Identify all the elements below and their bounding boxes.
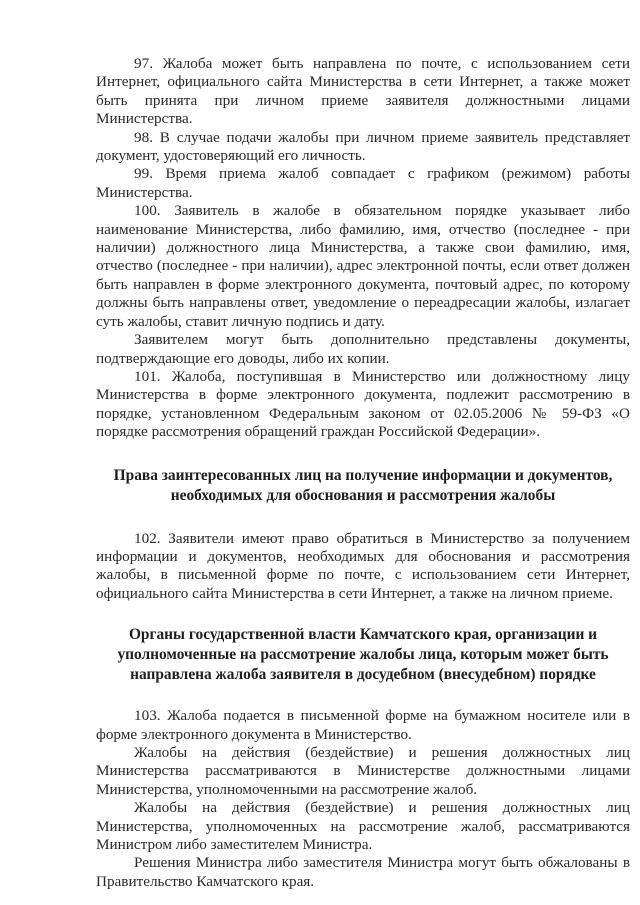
paragraph-101: 101. Жалоба, поступившая в Министерство или должностному лицу Министерства в форме электронного документа, подлежит рассмотрению в порядке, установленном Федеральным законом от 02.05.2006 № 59-ФЗ «О порядке рассмотрения обращений граждан Российской Федерации». [96,367,630,441]
paragraph-103-complaints-officials: Жалобы на действия (бездействие) и решения должностных лиц Министерства рассматриваются в Министерстве должностными лицами Министерства, уполномоченными на рассмотрение жалоб. [96,743,630,798]
document-body [96,55,630,891]
paragraph-100: 100. Заявитель в жалобе в обязательном порядке указывает либо наименование Министерства, либо фамилию, имя, отчество (последнее - при наличии) должностного лица Министерства, а также свои фамилию, имя, отчество (последнее - при наличии), адрес электронной почты, если ответ должен быть направлен в форме электронного документа, почтовый адрес, по которому должны быть направлены ответ, уведомление о переадресации жалобы, излагает суть жалобы, ставит личную подпись и дату. [96,202,630,330]
paragraph-102: 102. Заявители имеют право обратиться в Министерство за получением информации и документов, необходимых для обоснования и рассмотрения жалобы, в письменной форме по почте, с использованием сети Интернет, официального сайта Министерства в сети Интернет, а также на личном приеме. [96,529,630,602]
paragraph-97: 97. Жалоба может быть направлена по почте, с использованием сети Интернет, официального сайта Министерства в сети Интернет, а также может быть принята при личном приеме заявителя должностными лицами Министерства. [96,55,630,128]
paragraph-99: 99. Время приема жалоб совпадает с графиком (режимом) работы Министерства. [96,165,630,201]
section-heading-authorities: Органы государственной власти Камчатского края, организации и уполномоченные на рассмотрение жалобы лица, которым может быть направлена жалоба заявителя в досудебном (внесудебном) порядке [117,626,609,684]
paragraph-103-complaints-authorized: Жалобы на действия (бездействие) и решения должностных лиц Министерства, уполномоченных на рассмотрение жалоб, рассматриваются Министром либо заместителем Министра. [96,799,630,853]
section-heading-rights: Права заинтересованных лиц на получение информации и документов, необходимых для обоснования и рассмотрения жалобы [113,466,613,504]
paragraph-103-appeal: Решения Министра либо заместителя Министра могут быть обжалованы в Правительство Камчатского края. [96,854,630,890]
paragraph-103: 103. Жалоба подается в письменной форме на бумажном носителе или в форме электронного документа в Министерство. [96,707,630,743]
paragraph-100-addendum: Заявителем могут быть дополнительно представлены документы, подтверждающие его доводы, либо их копии. [96,331,630,367]
paragraph-98: 98. В случае подачи жалобы при личном приеме заявитель представляет документ, удостоверяющий его личность. [96,128,630,165]
